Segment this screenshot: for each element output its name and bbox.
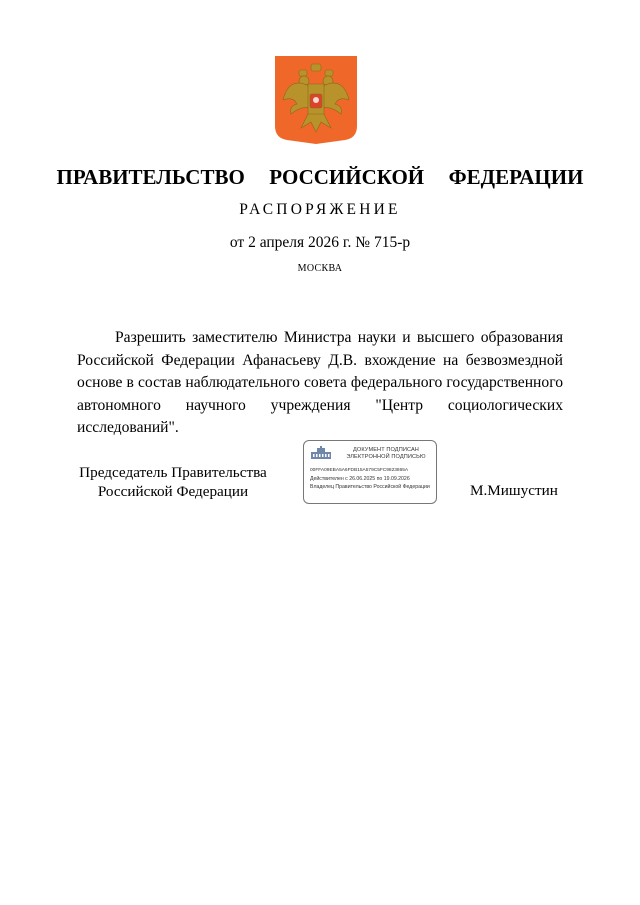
signatory-position-line2: Российской Федерации (97, 483, 249, 500)
government-building-icon (310, 446, 332, 460)
signatory-position (78, 463, 268, 501)
signatory-position-line1: Председатель Правительства (79, 464, 267, 481)
stamp-header-line2: ЭЛЕКТРОННОЙ ПОДПИСЬЮ (346, 454, 426, 460)
document-type: РАСПОРЯЖЕНИЕ (239, 201, 401, 218)
document-date-number: от 2 апреля 2026 г. № 715-р (229, 234, 411, 251)
stamp-header-line1: ДОКУМЕНТ ПОДПИСАН (353, 447, 419, 453)
electronic-signature-stamp (303, 440, 437, 504)
stamp-certificate-number: 00FFA09EBA5A6FDB15A579C5FC9823865A (310, 468, 409, 473)
document-city: МОСКВА (297, 263, 343, 274)
stamp-header (338, 447, 434, 461)
coat-of-arms-icon (275, 56, 357, 144)
stamp-owner: Владелец Правительство Российской Федерации (310, 484, 430, 490)
stamp-validity: Действителен с 26.06.2025 по 19.09.2026 (310, 476, 410, 482)
signatory-name: М.Мишустин (470, 482, 558, 499)
government-title: ПРАВИТЕЛЬСТВО РОССИЙСКОЙ ФЕДЕРАЦИИ (56, 165, 584, 189)
order-body-text: Разрешить заместителю Министра науки и высшего образования Российской Федерации Афанасьеву Д.В. вхождение на безвозмездной основе в состав наблюдательного совета федерального государственного автономного научного учреждения "Центр социологических исследований". (77, 329, 563, 436)
